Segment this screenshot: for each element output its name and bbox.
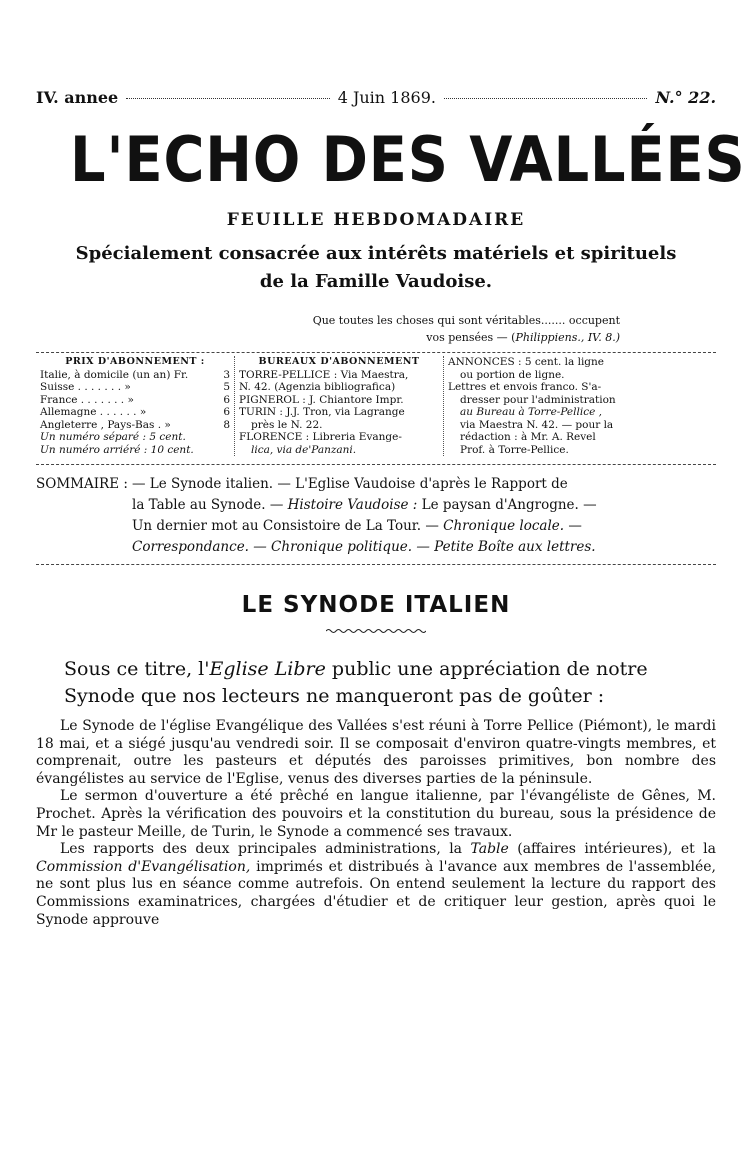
bureau-line: PIGNEROL : J. Chiantore Impr. — [239, 393, 404, 406]
epigraph-line-2 — [250, 329, 620, 346]
annonce-line: via Maestra N. 42. — pour la — [460, 418, 614, 431]
bureau-line: TURIN : J.J. Tron, via Lagrange — [239, 406, 405, 418]
issue-line — [36, 88, 716, 112]
price-row: Suisse . . . . . . . » 5 — [40, 381, 230, 393]
annonce-line: au Bureau à Torre-Pellice , — [460, 406, 602, 418]
masthead-subtitle: FEUILLE HEBDOMADAIRE — [226, 210, 526, 230]
tagline-line-2: de la Famille Vaudoise. — [259, 271, 493, 292]
headline-ornament — [326, 628, 426, 634]
divider — [36, 564, 716, 565]
annonce-line: ANNONCES : 5 cent. la ligne — [448, 356, 604, 368]
article-headline: LE SYNODE ITALIEN — [241, 592, 511, 618]
tagline-line-1: Spécialement consacrée aux intérêts matériels et spirituels — [75, 243, 677, 264]
annonces-box — [444, 356, 716, 456]
divider — [36, 464, 716, 465]
masthead-tagline — [36, 240, 716, 296]
summary-line-4: Correspondance. — Chronique politique. — Petite Boîte aux lettres. — [132, 539, 596, 555]
bureau-line: N. 42. (Agenzia bibliografica) — [239, 381, 396, 393]
summary-label: SOMMAIRE : — [36, 476, 128, 492]
epigraph-prefix: vos pensées — ( — [426, 331, 516, 344]
subscription-box — [36, 356, 235, 456]
article-lead: Sous ce titre, l'Eglise Libre public une appréciation de notre Synode que nos lecteurs ne manqueront pas de goûter : — [64, 658, 648, 707]
paragraph: Les rapports des deux principales administrations, la Table (affaires intérieures), et la Commission d'Evangélisation, imprimés et distribués à l'avance aux membres de l'assemblée, ne sont plus lus en séance comme autrefois. On entend seulement la lecture du rapport des Commissions examinatrices, chargées d'étudier et de critiquer leur gestion, après quoi le Synode approuve — [36, 841, 717, 928]
info-boxes — [36, 356, 716, 456]
bureaux-heading: BUREAUX D'ABONNEMENT — [258, 356, 420, 367]
bureau-line: près le N. 22. — [251, 418, 323, 431]
annonce-line: Lettres et envois franco. S'a- — [448, 381, 602, 393]
annonce-line: rédaction : à Mr. A. Revel — [460, 431, 596, 443]
subscription-heading: PRIX D'ABONNEMENT : — [65, 356, 205, 367]
price-row: France . . . . . . . » 6 — [40, 393, 230, 406]
summary-line-3: Un dernier mot au Consistoire de La Tour. — Chronique locale. — — [132, 518, 582, 534]
dotted-leader — [444, 98, 647, 99]
bureaux-box — [235, 356, 444, 456]
back-issue-price: Un numéro arriéré : 10 cent. — [40, 443, 194, 456]
paragraph: Le sermon d'ouverture a été prêché en langue italienne, par l'évangéliste de Gênes, M. Prochet. Après la vérification des pouvoirs et la constitution du bureau, sous la présidence de Mr le pasteur Meille, de Turin, le Synode a commencé ses travaux. — [36, 788, 716, 840]
summary-line-1: SOMMAIRE : — Le Synode italien. — L'Eglise Vaudoise d'après le Rapport de — [36, 474, 716, 495]
article-body — [36, 718, 716, 929]
epigraph — [250, 312, 620, 346]
epigraph-reference: Philippiens., IV. 8.) — [515, 331, 620, 344]
price-row: Allemagne . . . . . . » 6 — [40, 406, 230, 418]
paragraph: Le Synode de l'église Evangélique des Vallées s'est réuni à Torre Pellice (Piémont), le mardi 18 mai, et a siégé jusqu'au vendredi soir. Il se composait d'environ quatre-vingts membres, et comprenait, outre les pasteurs et députés des paroisses primitives, bon nombre des évangélistes au service de l'Eglise, venus des diverses parties de la péninsule. — [36, 718, 716, 787]
bureau-line: FLORENCE : Libreria Evange- — [239, 431, 402, 443]
single-issue-price: Un numéro séparé : 5 cent. — [40, 431, 186, 443]
annonce-line: Prof. à Torre-Pellice. — [460, 443, 569, 456]
price-row: Italie, à domicile (un an) Fr. 3 — [40, 368, 230, 381]
issue-year: IV. annee — [36, 88, 119, 107]
issue-number: N.° 22. — [655, 88, 717, 107]
bureau-line: lica, via de'Panzani. — [251, 443, 357, 456]
annonce-line: ou portion de ligne. — [460, 368, 565, 381]
masthead-title: L'ECHO DES VALLÉES — [70, 123, 746, 196]
annonce-line: dresser pour l'administration — [460, 393, 616, 406]
epigraph-line-1: Que toutes les choses qui sont véritables....... occupent — [312, 314, 620, 327]
dotted-leader — [126, 98, 329, 99]
summary — [36, 474, 716, 558]
issue-date: 4 Juin 1869. — [337, 88, 436, 107]
price-row: Angleterre , Pays-Bas . » 8 — [40, 418, 230, 431]
summary-line-2: la Table au Synode. — Histoire Vaudoise : Le paysan d'Angrogne. — — [132, 497, 597, 513]
bureau-line: TORRE-PELLICE : Via Maestra, — [239, 368, 409, 381]
divider — [36, 352, 716, 353]
